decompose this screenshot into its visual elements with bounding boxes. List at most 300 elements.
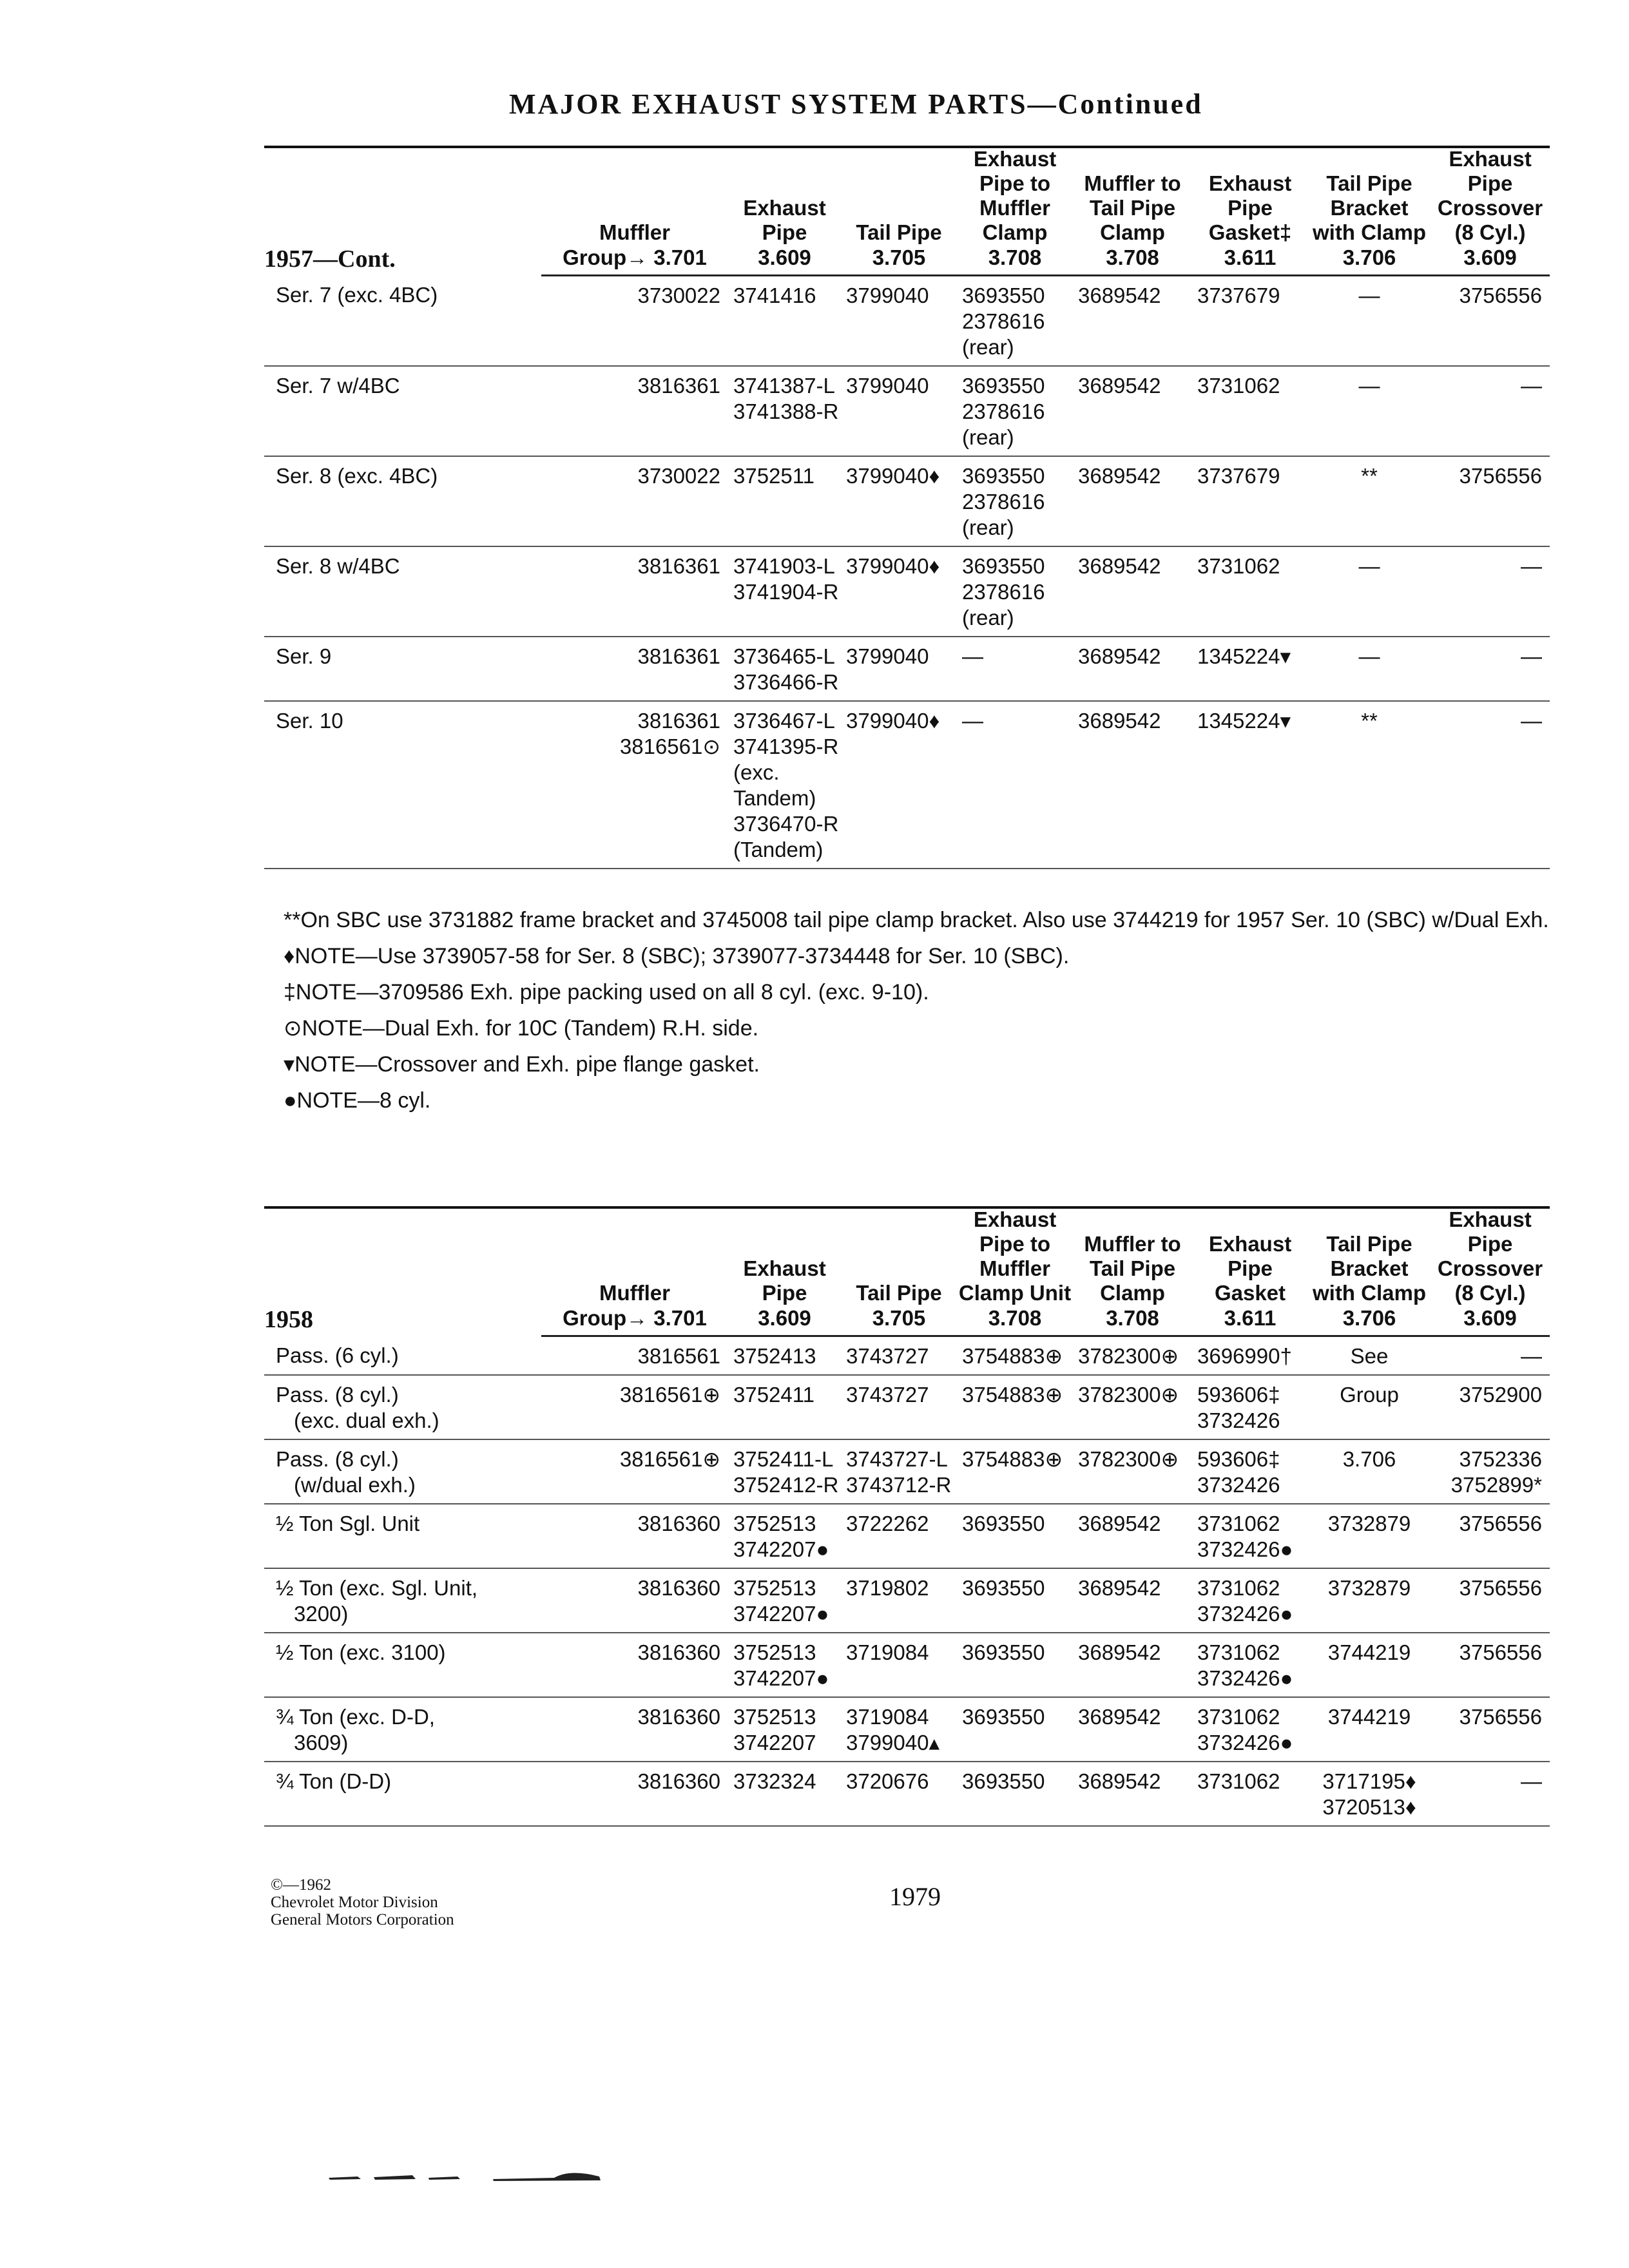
tail-pipe-cell — [841, 1568, 957, 1633]
part-number: 3730022 — [637, 464, 720, 488]
exhaust-pipe-cell — [728, 456, 841, 546]
part-number: ** — [1361, 709, 1378, 733]
table-row — [264, 1504, 1550, 1568]
group-number: 3.609 — [728, 245, 841, 276]
table-1958 — [264, 1207, 1550, 1827]
part-number: 3737679 — [1197, 284, 1280, 307]
pipe-clamp-cell — [957, 1504, 1073, 1568]
page-title: MAJOR EXHAUST SYSTEM PARTS—Continued — [509, 88, 1203, 120]
part-number: 3731062 — [1197, 1769, 1280, 1793]
model-name: Pass. (8 cyl.) — [276, 1383, 399, 1407]
bracket-cell — [1308, 637, 1431, 701]
part-number: 3816361 — [637, 374, 720, 398]
part-number: 3732426● — [1197, 1602, 1293, 1626]
part-number: 2378616 — [962, 399, 1045, 423]
exhaust-pipe-cell — [728, 366, 841, 456]
tail-pipe-cell — [841, 637, 957, 701]
bracket-cell — [1308, 1633, 1431, 1697]
tail-pipe-cell — [841, 1504, 957, 1568]
part-number: 3756556 — [1459, 1512, 1542, 1535]
part-number: — — [1521, 1769, 1542, 1793]
part-number: 3743727 — [846, 1383, 929, 1407]
part-number: — — [1521, 374, 1542, 398]
part-number: 3741416 — [733, 284, 816, 307]
part-number: 3693550 — [962, 284, 1045, 307]
part-number: 3752413 — [733, 1344, 816, 1368]
pipe-clamp-cell — [957, 546, 1073, 637]
part-number: 3754883⊕ — [962, 1383, 1063, 1407]
part-number: 3689542 — [1078, 1705, 1161, 1729]
table-row — [264, 1336, 1550, 1376]
part-number: 3689542 — [1078, 554, 1161, 578]
gasket-cell — [1192, 1336, 1308, 1376]
model-name: 3609) — [294, 1731, 349, 1754]
tail-clamp-cell — [1073, 637, 1192, 701]
group-number-row — [264, 245, 1550, 276]
column-header: Muffler — [599, 1281, 670, 1305]
gasket-cell — [1192, 1375, 1308, 1439]
exhaust-pipe-cell — [728, 546, 841, 637]
part-number: 3752900 — [1459, 1383, 1542, 1407]
group-number: Group→ 3.701 — [541, 245, 728, 276]
part-number: (Tandem) — [733, 838, 824, 861]
part-number: 3693550 — [962, 464, 1045, 488]
footnote: ♦NOTE—Use 3739057-58 for Ser. 8 (SBC); 3739077-3734448 for Ser. 10 (SBC). — [284, 944, 1070, 968]
model-cell — [264, 276, 541, 367]
pipe-clamp-cell — [957, 456, 1073, 546]
bracket-cell — [1308, 1697, 1431, 1762]
model-name: Ser. 7 (exc. 4BC) — [276, 282, 438, 307]
pipe-clamp-cell — [957, 701, 1073, 869]
muffler-cell — [541, 546, 728, 637]
tail-clamp-cell — [1073, 1504, 1192, 1568]
pipe-clamp-cell — [957, 1375, 1073, 1439]
model-name: Pass. (6 cyl.) — [276, 1343, 399, 1367]
tail-clamp-cell — [1073, 1697, 1192, 1762]
column-header: Exhaust Pipe to Muffler Clamp — [973, 147, 1057, 244]
part-number: 3743712-R — [846, 1473, 952, 1497]
column-header: Exhaust Pipe to Muffler Clamp Unit — [958, 1207, 1072, 1305]
part-number: 3693550 — [962, 554, 1045, 578]
part-number: 3744219 — [1327, 1640, 1411, 1664]
footer-credit — [271, 1876, 454, 1928]
tail-pipe-cell — [841, 1762, 957, 1826]
model-name: ¾ Ton (D-D) — [276, 1769, 392, 1793]
part-number: 3720676 — [846, 1769, 929, 1793]
part-number: 3741904-R — [733, 580, 839, 604]
model-name: (exc. dual exh.) — [294, 1408, 439, 1432]
model-name: ½ Ton (exc. 3100) — [276, 1640, 446, 1664]
model-name: Pass. (8 cyl.) — [276, 1447, 399, 1471]
exhaust-pipe-cell — [728, 637, 841, 701]
part-number: 3722262 — [846, 1512, 929, 1535]
part-number: 3732879 — [1327, 1576, 1411, 1600]
group-number: 3.609 — [1431, 245, 1550, 276]
crossover-cell — [1431, 1504, 1550, 1568]
part-number: 3799040 — [846, 374, 929, 398]
part-number: 3816360 — [637, 1769, 720, 1793]
part-number: — — [1358, 284, 1380, 307]
table-row — [264, 1439, 1550, 1504]
gasket-cell — [1192, 1504, 1308, 1568]
part-number: 3752411 — [733, 1383, 815, 1407]
bracket-cell — [1308, 276, 1431, 367]
group-number: 3.705 — [841, 1305, 957, 1336]
tail-pipe-cell — [841, 1439, 957, 1504]
column-header — [264, 1207, 541, 1305]
column-header: Exhaust Pipe Gasket‡ — [1208, 171, 1292, 244]
group-number: 3.708 — [1073, 245, 1192, 276]
part-number: 3693550 — [962, 1769, 1045, 1793]
part-number: 3743727 — [846, 1344, 929, 1368]
part-number: — — [962, 644, 983, 668]
part-number: 593606‡ — [1197, 1383, 1280, 1407]
footnote: **On SBC use 3731882 frame bracket and 3745008 tail pipe clamp bracket. Also use 3744219 for 1957 Ser. 10 (SBC) w/Dual Exh. — [284, 908, 1549, 932]
gasket-cell — [1192, 276, 1308, 367]
column-header: Muffler to Tail Pipe Clamp — [1084, 171, 1181, 244]
muffler-cell — [541, 1375, 728, 1439]
pipe-clamp-cell — [957, 1568, 1073, 1633]
exhaust-pipe-cell — [728, 1697, 841, 1762]
exhaust-pipe-cell — [728, 1568, 841, 1633]
part-number: (rear) — [962, 335, 1014, 359]
part-number: 3689542 — [1078, 464, 1161, 488]
model-name: 3200) — [294, 1602, 349, 1626]
part-number: See — [1350, 1344, 1389, 1368]
bracket-cell — [1308, 701, 1431, 869]
part-number: — — [1521, 1344, 1542, 1368]
bracket-cell — [1308, 1568, 1431, 1633]
gasket-cell — [1192, 1697, 1308, 1762]
model-cell — [264, 1336, 541, 1376]
footnote: ‡NOTE—3709586 Exh. pipe packing used on all 8 cyl. (exc. 9-10). — [284, 980, 929, 1004]
group-number: 3.706 — [1308, 1305, 1431, 1336]
model-cell — [264, 1375, 541, 1439]
tail-pipe-cell — [841, 1697, 957, 1762]
column-header: Tail Pipe Bracket with Clamp — [1312, 171, 1426, 244]
tail-clamp-cell — [1073, 1568, 1192, 1633]
part-number: 3756556 — [1459, 1640, 1542, 1664]
part-number: 3731062 — [1197, 1512, 1280, 1535]
part-number: 3693550 — [962, 1512, 1045, 1535]
part-number: 3752513 — [733, 1512, 816, 1535]
part-number: 3693550 — [962, 374, 1045, 398]
part-number: 3719802 — [846, 1576, 929, 1600]
model-name: Ser. 8 w/4BC — [276, 554, 400, 578]
part-number: 3741387-L — [733, 374, 835, 398]
crossover-cell — [1431, 546, 1550, 637]
part-number: 3689542 — [1078, 1640, 1161, 1664]
part-number: 3732426 — [1197, 1473, 1280, 1497]
part-number: 3816360 — [637, 1512, 720, 1535]
exhaust-pipe-cell — [728, 701, 841, 869]
part-number: 3736467-L — [733, 709, 835, 733]
tail-clamp-cell — [1073, 366, 1192, 456]
binding-marks — [322, 2165, 619, 2184]
part-number: 3689542 — [1078, 374, 1161, 398]
footer-copyright: ©—1962 — [271, 1876, 331, 1894]
crossover-cell — [1431, 1762, 1550, 1826]
model-cell — [264, 1633, 541, 1697]
part-number: 3799040 — [846, 284, 929, 307]
group-number: 3.708 — [957, 245, 1073, 276]
model-name: ¾ Ton (exc. D-D, — [276, 1705, 435, 1729]
bracket-cell — [1308, 1336, 1431, 1376]
group-number: 3.705 — [841, 245, 957, 276]
footnotes — [284, 902, 1549, 1119]
part-number: 3754883⊕ — [962, 1344, 1063, 1368]
page-number: 1979 — [889, 1882, 941, 1911]
part-number: 3741395-R — [733, 735, 839, 758]
group-number: 3.609 — [728, 1305, 841, 1336]
part-number: 3719084 — [846, 1705, 929, 1729]
footer-division: Chevrolet Motor Division — [271, 1894, 438, 1911]
part-number: 3732426● — [1197, 1666, 1293, 1690]
table-row — [264, 456, 1550, 546]
part-number: 3731062 — [1197, 1705, 1280, 1729]
crossover-cell — [1431, 1697, 1550, 1762]
part-number: 3730022 — [637, 284, 720, 307]
model-cell — [264, 701, 541, 869]
pipe-clamp-cell — [957, 1697, 1073, 1762]
part-number: (rear) — [962, 606, 1014, 629]
part-number: 2378616 — [962, 490, 1045, 514]
gasket-cell — [1192, 1762, 1308, 1826]
bracket-cell — [1308, 546, 1431, 637]
muffler-cell — [541, 1336, 728, 1376]
pipe-clamp-cell — [957, 366, 1073, 456]
group-number: 3.708 — [1073, 1305, 1192, 1336]
group-number: 3.706 — [1308, 245, 1431, 276]
muffler-cell — [541, 456, 728, 546]
model-year: 1957—Cont. — [264, 245, 396, 273]
part-number: 3689542 — [1078, 284, 1161, 307]
pipe-clamp-cell — [957, 1762, 1073, 1826]
column-header: Exhaust Pipe — [743, 1256, 826, 1305]
part-number: 3693550 — [962, 1705, 1045, 1729]
model-cell — [264, 1762, 541, 1826]
footnote: ▾NOTE—Crossover and Exh. pipe flange gasket. — [284, 1052, 760, 1077]
gasket-cell — [1192, 546, 1308, 637]
part-number: 3799040♦ — [846, 464, 940, 488]
model-cell — [264, 1568, 541, 1633]
crossover-cell — [1431, 276, 1550, 367]
table-row — [264, 1633, 1550, 1697]
part-number: 3799040▴ — [846, 1731, 940, 1754]
table-row — [264, 1375, 1550, 1439]
part-number: 3717195♦ — [1322, 1769, 1416, 1793]
muffler-cell — [541, 276, 728, 367]
exhaust-pipe-cell — [728, 1504, 841, 1568]
part-number: 3689542 — [1078, 709, 1161, 733]
model-name: ½ Ton Sgl. Unit — [276, 1512, 420, 1535]
part-number: 3731062 — [1197, 554, 1280, 578]
model-name: Ser. 7 w/4BC — [276, 374, 400, 398]
column-header: Muffler — [599, 220, 670, 244]
part-number: 2378616 — [962, 580, 1045, 604]
table-row — [264, 701, 1550, 869]
muffler-cell — [541, 366, 728, 456]
part-number: 3732879 — [1327, 1512, 1411, 1535]
part-number: 1345224▾ — [1197, 709, 1291, 733]
part-number: 3816361 — [637, 709, 720, 733]
part-number: 3816561 — [637, 1344, 720, 1368]
tail-clamp-cell — [1073, 1375, 1192, 1439]
part-number: ** — [1361, 464, 1378, 488]
column-header — [264, 147, 541, 245]
tail-pipe-cell — [841, 1375, 957, 1439]
column-header: Tail Pipe Bracket with Clamp — [1312, 1232, 1426, 1305]
crossover-cell — [1431, 456, 1550, 546]
pipe-clamp-cell — [957, 1439, 1073, 1504]
part-number: — — [1358, 374, 1380, 398]
column-header: Exhaust Pipe Gasket — [1208, 1232, 1292, 1305]
muffler-cell — [541, 701, 728, 869]
crossover-cell — [1431, 366, 1550, 456]
part-number: 3742207 — [733, 1731, 816, 1754]
group-number: Group→ 3.701 — [541, 1305, 728, 1336]
part-number: 3742207● — [733, 1537, 829, 1561]
table-1957 — [264, 147, 1550, 869]
part-number: 3689542 — [1078, 1512, 1161, 1535]
part-number: 3816360 — [637, 1705, 720, 1729]
crossover-cell — [1431, 1336, 1550, 1376]
column-header: Exhaust Pipe Crossover (8 Cyl.) — [1437, 1207, 1543, 1305]
part-number: 3756556 — [1459, 464, 1542, 488]
part-number: 3799040♦ — [846, 709, 940, 733]
crossover-cell — [1431, 1633, 1550, 1697]
column-header: Tail Pipe — [856, 220, 942, 244]
part-number: 3742207● — [733, 1666, 829, 1690]
part-number: 3732426 — [1197, 1408, 1280, 1432]
muffler-cell — [541, 1439, 728, 1504]
part-number: 3720513♦ — [1322, 1795, 1416, 1819]
part-number: 593606‡ — [1197, 1447, 1280, 1471]
model-cell — [264, 456, 541, 546]
part-number: 3693550 — [962, 1576, 1045, 1600]
part-number: 3731062 — [1197, 1576, 1280, 1600]
bracket-cell — [1308, 1439, 1431, 1504]
part-number: Group — [1340, 1383, 1399, 1407]
part-number: 3816360 — [637, 1576, 720, 1600]
exhaust-pipe-cell — [728, 1336, 841, 1376]
group-number: 3.611 — [1192, 1305, 1308, 1336]
part-number: 3752511 — [733, 464, 815, 488]
footnote: ⊙NOTE—Dual Exh. for 10C (Tandem) R.H. side. — [284, 1016, 759, 1041]
tail-pipe-cell — [841, 1336, 957, 1376]
crossover-cell — [1431, 1375, 1550, 1439]
part-number: 3756556 — [1459, 1576, 1542, 1600]
tail-clamp-cell — [1073, 1439, 1192, 1504]
group-number: 3.708 — [957, 1305, 1073, 1336]
model-cell — [264, 1697, 541, 1762]
column-header: Exhaust Pipe Crossover (8 Cyl.) — [1437, 147, 1543, 244]
part-number: 3719084 — [846, 1640, 929, 1664]
part-number: 3732324 — [733, 1769, 816, 1793]
part-number: 3816561⊙ — [619, 735, 720, 758]
part-number: 3736470-R — [733, 812, 839, 836]
muffler-cell — [541, 1633, 728, 1697]
part-number: 3816361 — [637, 644, 720, 668]
part-number: 3752513 — [733, 1576, 816, 1600]
part-number: 3816561⊕ — [619, 1383, 720, 1407]
table-row — [264, 1697, 1550, 1762]
model-name: Ser. 9 — [276, 644, 332, 668]
group-number: 3.609 — [1431, 1305, 1550, 1336]
part-number: 3743727-L — [846, 1447, 948, 1471]
crossover-cell — [1431, 637, 1550, 701]
bracket-cell — [1308, 1375, 1431, 1439]
table-row — [264, 637, 1550, 701]
pipe-clamp-cell — [957, 637, 1073, 701]
part-number: 1345224▾ — [1197, 644, 1291, 668]
part-number: 3744219 — [1327, 1705, 1411, 1729]
part-number: 3736466-R — [733, 670, 839, 694]
part-number: 3.706 — [1342, 1447, 1396, 1471]
part-number: 3741903-L — [733, 554, 835, 578]
part-number: 3693550 — [962, 1640, 1045, 1664]
part-number: 3816360 — [637, 1640, 720, 1664]
group-number-row — [264, 1305, 1550, 1336]
tail-pipe-cell — [841, 276, 957, 367]
part-number: 3816561⊕ — [619, 1447, 720, 1471]
part-number: 3696990† — [1197, 1344, 1292, 1368]
tail-pipe-cell — [841, 456, 957, 546]
tail-pipe-cell — [841, 701, 957, 869]
part-number: Tandem) — [733, 786, 816, 810]
tail-clamp-cell — [1073, 701, 1192, 869]
column-header: Tail Pipe — [856, 1281, 942, 1305]
part-number: 3816361 — [637, 554, 720, 578]
exhaust-pipe-cell — [728, 1439, 841, 1504]
table-row — [264, 546, 1550, 637]
table-row — [264, 1568, 1550, 1633]
part-number: 3742207● — [733, 1602, 829, 1626]
column-header: Exhaust Pipe — [743, 196, 826, 244]
part-number: (rear) — [962, 425, 1014, 449]
tail-clamp-cell — [1073, 546, 1192, 637]
model-cell — [264, 1439, 541, 1504]
model-name: (w/dual exh.) — [294, 1473, 416, 1497]
exhaust-pipe-cell — [728, 276, 841, 367]
part-number: 3741388-R — [733, 399, 839, 423]
table-row — [264, 276, 1550, 367]
part-number: 3782300⊕ — [1078, 1447, 1179, 1471]
part-number: 3689542 — [1078, 644, 1161, 668]
tail-clamp-cell — [1073, 1633, 1192, 1697]
part-number: 3752899* — [1451, 1473, 1542, 1497]
part-number: 3689542 — [1078, 1769, 1161, 1793]
model-year: 1958 — [264, 1305, 313, 1333]
model-cell — [264, 1504, 541, 1568]
gasket-cell — [1192, 1633, 1308, 1697]
gasket-cell — [1192, 366, 1308, 456]
bracket-cell — [1308, 366, 1431, 456]
part-number: 3799040♦ — [846, 554, 940, 578]
part-number: (exc. — [733, 760, 780, 784]
table-row — [264, 366, 1550, 456]
model-cell — [264, 637, 541, 701]
tail-clamp-cell — [1073, 276, 1192, 367]
part-number: 3689542 — [1078, 1576, 1161, 1600]
part-number: 3752513 — [733, 1705, 816, 1729]
gasket-cell — [1192, 1439, 1308, 1504]
muffler-cell — [541, 637, 728, 701]
group-number: 3.611 — [1192, 245, 1308, 276]
part-number: 3752411-L — [733, 1447, 834, 1471]
gasket-cell — [1192, 637, 1308, 701]
muffler-cell — [541, 1762, 728, 1826]
